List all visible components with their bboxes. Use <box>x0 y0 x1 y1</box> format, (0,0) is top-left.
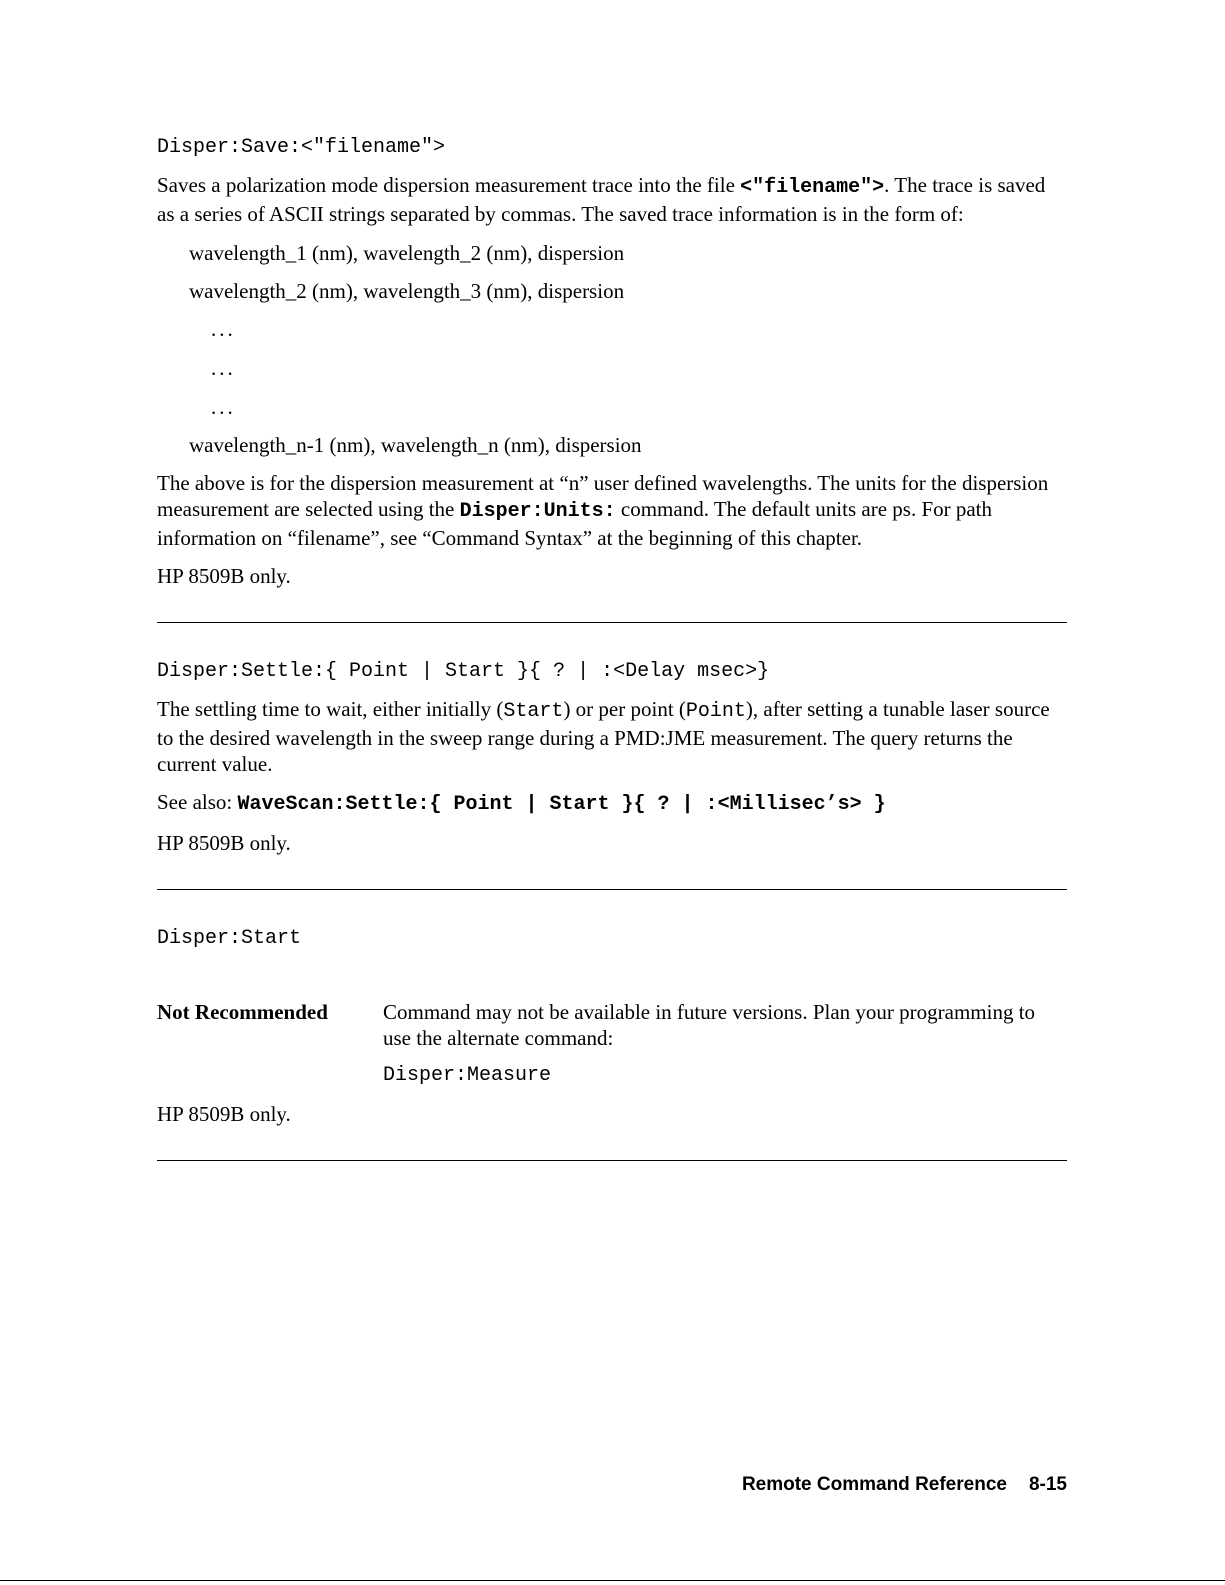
alternate-command: Disper:Measure <box>383 1064 552 1087</box>
ellipsis-1: ... <box>211 317 236 341</box>
section-divider <box>157 889 1067 890</box>
note-hp8509b-only: HP 8509B only. <box>157 1102 291 1126</box>
text: The above is for the dispersion measurement at “n” user defined wavelengths. The units for the dispersion measurement are selected using the <box>157 471 1049 521</box>
text: The settling time to wait, either initially ( <box>157 697 504 721</box>
section-divider <box>157 1160 1067 1161</box>
section-divider <box>157 622 1067 623</box>
page-content <box>157 134 1067 1161</box>
code-start: Start <box>503 700 564 723</box>
format-line-1: wavelength_1 (nm), wavelength_2 (nm), dispersion <box>189 241 625 265</box>
text: ), after setting a tunable laser source to the desired wavelength in the sweep range during a PMD:JME measurement. The query returns the current value. <box>157 697 1050 776</box>
command-heading-disper-save: Disper:Save:<"filename"> <box>157 136 446 159</box>
paragraph-dispersion-units <box>157 470 1067 551</box>
page-number: 8-15 <box>1028 1474 1067 1495</box>
code-disper-units: Disper:Units: <box>459 500 616 523</box>
text: ) or per point ( <box>563 697 686 721</box>
page-footer <box>0 1474 1067 1496</box>
format-line-n: wavelength_n-1 (nm), wavelength_n (nm), dispersion <box>189 433 642 457</box>
command-heading-disper-start: Disper:Start <box>157 927 302 950</box>
text: . The trace is saved as a series of ASCII strings separated by commas. The saved trace information is in the form of: <box>157 173 1046 226</box>
see-also-label: See also: <box>157 790 238 814</box>
note-hp8509b-only: HP 8509B only. <box>157 831 291 855</box>
code-wavescan-settle: WaveScan:Settle:{ Point | Start }{ ? | :<Millisec’s> } <box>237 793 886 816</box>
not-recommended-body <box>383 999 1067 1089</box>
footer-title: Remote Command Reference <box>741 1474 1007 1495</box>
code-filename: <"filename"> <box>740 176 885 199</box>
not-recommended-text: Command may not be available in future versions. Plan your programming to use the alternate command: <box>383 1000 1036 1050</box>
text: command. The default units are ps. For path information on “filename”, see “Command Syntax” at the beginning of this chapter. <box>157 497 993 550</box>
command-heading-disper-settle: Disper:Settle:{ Point | Start }{ ? | :<Delay msec>} <box>157 660 770 683</box>
text: Saves a polarization mode dispersion measurement trace into the file <box>157 173 741 197</box>
ellipsis-2: ... <box>211 356 236 380</box>
see-also <box>157 789 1067 818</box>
not-recommended-notice <box>157 999 1067 1089</box>
paragraph-save-description <box>157 172 1067 227</box>
note-hp8509b-only: HP 8509B only. <box>157 564 291 588</box>
ellipsis-3: ... <box>211 395 236 419</box>
bottom-border <box>0 1580 1225 1581</box>
code-point: Point <box>685 700 746 723</box>
paragraph-settle-description <box>157 696 1067 777</box>
not-recommended-label: Not Recommended <box>157 1000 328 1024</box>
format-line-2: wavelength_2 (nm), wavelength_3 (nm), dispersion <box>189 279 625 303</box>
